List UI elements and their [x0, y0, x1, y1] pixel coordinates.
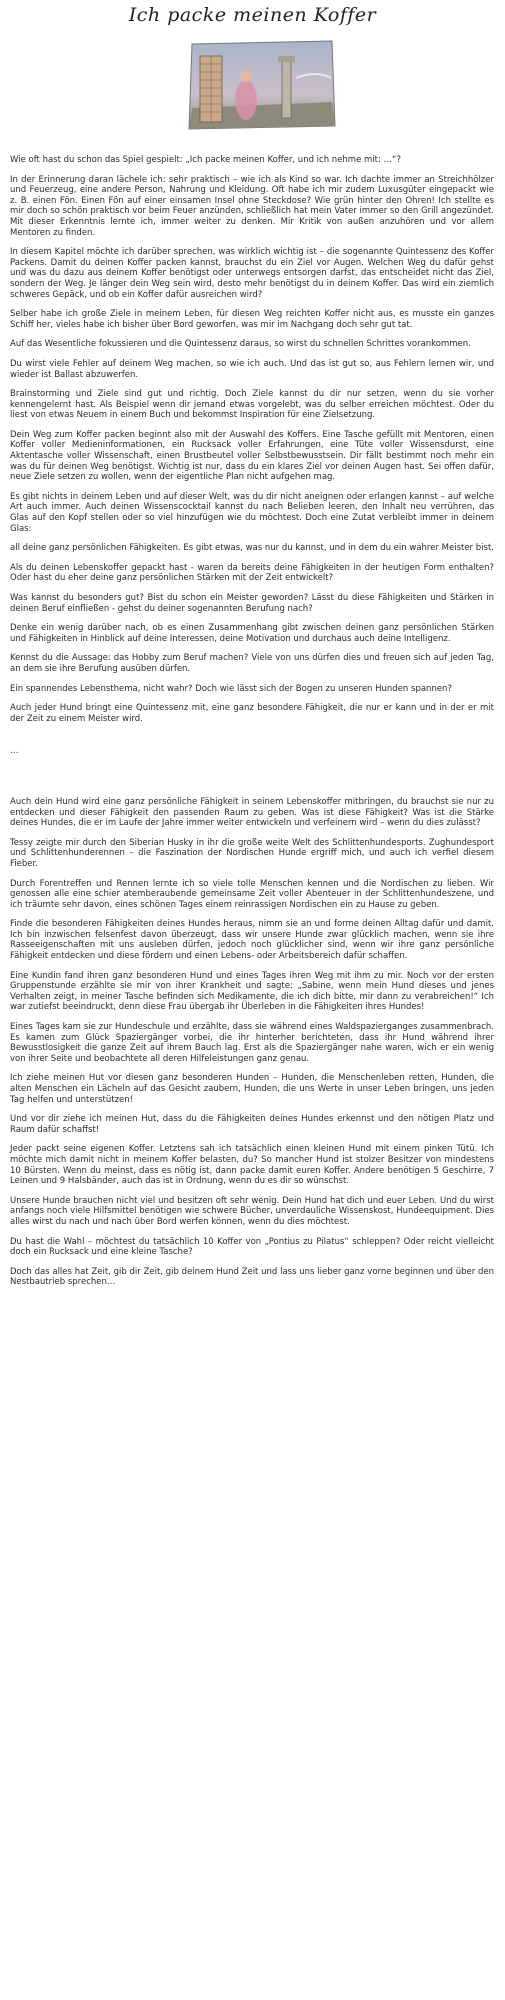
paragraph: Unsere Hunde brauchen nicht viel und besitzen oft sehr wenig. Dein Hund hat dich und euer Leben. Und du wirst anfangs noch viele Hilfsmittel benötigen wie schwere Bücher, unverdauliche Wissenskost, Hundeequipment. Dies alles wirst du nach und nach über Bord werfen können, wenn du dies möchtest. — [10, 1195, 494, 1227]
paragraph: Du hast die Wahl – möchtest du tatsächlich 10 Koffer von „Pontius zu Pilatus“ schleppen? Oder reicht vielleicht doch ein Rucksack und eine kleine Tasche? — [10, 1236, 494, 1258]
paragraph: Eines Tages kam sie zur Hundeschule und erzählte, dass sie während eines Waldspazierganges zusammenbrach. Es kamen zum Glück Spaziergänger vorbei, die ihr hinterher berichteten, dass ihr Hund während ihrer Bewusstlosigkeit die ganze Zeit auf ihrem Bauch lag. Erst als die Spaziergänger nahe waren, wich er ein wenig von ihrer Seite und beobachtete all deren Hilfeleistungen ganz genau. — [10, 1022, 494, 1064]
chapter-title: Ich packe meinen Koffer — [128, 4, 377, 26]
chapter-illustration — [186, 38, 338, 132]
paragraph: Ich ziehe meinen Hut vor diesen ganz besonderen Hunden – Hunden, die Menschenleben retten, Hunden, die alten Menschen ein Lächeln auf das Gesicht zaubern, Hunden, die uns Werte in unser Leben bringen, uns jeden Tag helfen und unterstützen! — [10, 1073, 494, 1105]
paragraph: Es gibt nichts in deinem Leben und auf dieser Welt, was du dir nicht aneignen oder erlangen kannst – auf welche Art auch immer. Auch deinen Wissenscocktail kannst du nach Belieben leeren, den Inhalt neu verrühren, das Glas auf den Kopf stellen oder so viel hinzufügen wie du möchtest. Doch eine Zutat verbleibt immer in deinem Glas: — [10, 491, 494, 534]
paragraph: Finde die besonderen Fähigkeiten deines Hundes heraus, nimm sie an und forme deinen Alltag dafür und damit. Ich bin inzwischen felsenfest davon überzeugt, dass wir unsere Hunde zwar glücklich machen, wenn sie ihre Rasseeigenschaften mit uns ausleben dürfen, jedoch noch glücklicher sind, wenn wir ihre ganz persönliche Fähigkeit entdecken und diese fördern und einen Lebens- oder Arbeitsbereich dafür schaffen. — [10, 919, 494, 962]
paragraph: In diesem Kapitel möchte ich darüber sprechen, was wirklich wichtig ist – die sogenannte Quintessenz des Koffer Packens. Damit du deinen Koffer packen kannst, brauchst du ein Ziel vor Augen. Welchen Weg du dafür gehst und was du dazu aus deinem Koffer benötigst oder unterwegs entsorgen darfst, das entscheidet nicht das Ziel, sondern der Weg. Je länger dein Weg sein wird, desto mehr benötigst du in deinem Koffer. Das wird ein ziemlich schweres Gepäck, und ob ein Koffer dafür ausreichen wird? — [10, 247, 494, 300]
paragraph: all deine ganz persönlichen Fähigkeiten. Es gibt etwas, was nur du kannst, und in dem du ein wahrer Meister bist. — [10, 543, 494, 554]
paragraph: Selber habe ich große Ziele in meinem Leben, für diesen Weg reichten Koffer nicht aus, es musste ein ganzes Schiff her, vieles habe ich bisher über Bord geworfen, was mir im Nachgang doch sehr gut tat. — [10, 309, 494, 330]
paragraph: Auf das Wesentliche fokussieren und die Quintessenz daraus, so wirst du schnellen Schrittes vorankommen. — [10, 339, 471, 350]
paragraph: Auch dein Hund wird eine ganz persönliche Fähigkeit in seinem Lebenskoffer mitbringen, du brauchst sie nur zu entdecken und dieser Fähigkeit den passenden Raum zu geben. Was ist diese Fähigkeit? Was ist die Stärke deines Hundes, die er im Laufe der Jahre immer weiter entwickeln und verfeinern wird – wenn du dies zulässt? — [10, 796, 494, 829]
section-break-ellipsis: … — [10, 746, 19, 757]
paragraph: Eine Kundin fand ihren ganz besonderen Hund und eines Tages ihren Weg mit ihm zu mir. Noch vor der ersten Gruppenstunde erzählte sie mir von ihrer Krankheit und sagte: „Sabine, wenn mein Hund dieses und jenes Verhalten zeigt, in meiner Tasche befinden sich Medikamente, die ich dich bitte, mir dann zu verabreichen!“ Ich war zutiefst beeindruckt, denn diese Frau übergab ihr Überleben in die Fähigkeiten ihres Hundes! — [10, 970, 494, 1013]
paragraph: Kennst du die Aussage: das Hobby zum Beruf machen? Viele von uns dürfen dies und freuen sich auf jeden Tag, an dem sie ihre Berufung ausüben dürfen. — [10, 653, 494, 674]
paragraph: In der Erinnerung daran lächele ich: sehr praktisch – wie ich als Kind so war. Ich dachte immer an Streichhölzer und Feuerzeug, eine andere Person, Nahrung und Kleidung. Oft habe ich mir zudem Luxusgüter eingepackt wie z. B. einen Fön. Einen Fön auf einer einsamen Insel ohne Steckdose? Wie grün hinter den Ohren! Ich stellte es mir doch so schön praktisch vor beim Feuer anzünden, schließlich hat mein Vater immer so den Grill angezündet. Mit dieser Erkenntnis lernte ich, immer weiter zu denken. Mir Kritik von außen anzuhören und vor allem Mentoren zu finden. — [10, 174, 494, 238]
paragraph: Jeder packt seine eigenen Koffer. Letztens sah ich tatsächlich einen kleinen Hund mit einem pinken Tütü. Ich möchte mich damit nicht in meinem Koffer belasten, du? So mancher Hund ist stolzer Besitzer von mindestens 10 Bürsten. Wenn du meinst, dass es nötig ist, dann packe damit euren Koffer. Andere benötigen 5 Geschirre, 7 Leinen und 9 Halsbänder, auch das ist in Ordnung, wenn du es dir so wünschst. — [10, 1144, 494, 1187]
paragraph: Was kannst du besonders gut? Bist du schon ein Meister geworden? Lässt du diese Fähigkeiten und Stärken in deinen Beruf einfließen - gehst du deiner sogenannten Berufung nach? — [10, 593, 494, 614]
paragraph: Als du deinen Lebenskoffer gepackt hast - waren da bereits deine Fähigkeiten in der heutigen Form enthalten? Oder hast du eher deine ganz persönlichen Stärken mit der Zeit entwickelt? — [10, 562, 494, 584]
paragraph: Durch Forentreffen und Rennen lernte ich so viele tolle Menschen kennen und die Nordischen zu lieben. Wir genossen alle eine schier atemberaubende gemeinsame Zeit voller Abenteuer in der Schlittenhundeszene, und ich träumte sehr davon, eines schönen Tages einem reinrassigen Nordischen ein zu Hause zu geben. — [10, 878, 494, 910]
paragraph: Brainstorming und Ziele sind gut und richtig. Doch Ziele kannst du dir nur setzen, wenn du sie vorher kennengelernt hast. Als Beispiel wenn dir jemand etwas vorgelebt, was du selber erreichen möchtest. Oder du liest von etwas Neuem in einem Buch und bekommst Inspiration für eine Zielsetzung. — [10, 389, 494, 421]
paragraph: Doch das alles hat Zeit, gib dir Zeit, gib deinem Hund Zeit und lass uns lieber ganz vorne beginnen und über den Nestbautrieb sprechen… — [10, 1266, 494, 1288]
paragraph: Und vor dir ziehe ich meinen Hut, dass du die Fähigkeiten deines Hundes erkennst und den nötigen Platz und Raum dafür schaffst! — [10, 1114, 494, 1135]
paragraph: Ein spannendes Lebensthema, nicht wahr? Doch wie lässt sich der Bogen zu unseren Hunden spannen? — [10, 683, 452, 694]
chapter-text — [10, 155, 494, 1288]
paragraph: Denke ein wenig darüber nach, ob es einen Zusammenhang gibt zwischen deinen ganz persönlichen Stärken und Fähigkeiten in Hinblick auf deine Interessen, deine Motivation und durchaus auch deine Intelligenz. — [10, 623, 494, 644]
paragraph: Tessy zeigte mir durch den Siberian Husky in ihr die große weite Welt des Schlittenhundesports. Zughundesport und Schlittenhunderennen – die Faszination der Nordischen Hunde ergriff mich, und auch ich verfiel diesem Fieber. — [10, 837, 494, 869]
paragraph: Auch jeder Hund bringt eine Quintessenz mit, eine ganz besondere Fähigkeit, die nur er kann und in der er mit der Zeit zu einem Meister wird. — [10, 703, 494, 724]
paragraph: Wie oft hast du schon das Spiel gespielt: „Ich packe meinen Koffer, und ich nehme mit: …“? — [10, 155, 401, 165]
paragraph: Dein Weg zum Koffer packen beginnt also mit der Auswahl des Koffers. Eine Tasche gefüllt mit Mentoren, einen Koffer voller Medieninformationen, ein Rucksack voller Erfahrungen, eine Tüte voller Wissensdurst, eine Aktentasche voller Wissenschaft, einen Brustbeutel voller Selbstbewusstsein. Dir fällt bestimmt noch mehr ein was du für deinen Weg benötigst. Wichtig ist nur, dass du ein klares Ziel vor deinen Augen hast. Sei offen dafür, neue Ziele setzen zu wollen, wenn der eigentliche Plan nicht aufgehen mag. — [10, 429, 494, 483]
paragraph: Du wirst viele Fehler auf deinem Weg machen, so wie ich auch. Und das ist gut so, aus Fehlern lernen wir, und wieder ist Ballast abzuwerfen. — [10, 358, 494, 380]
